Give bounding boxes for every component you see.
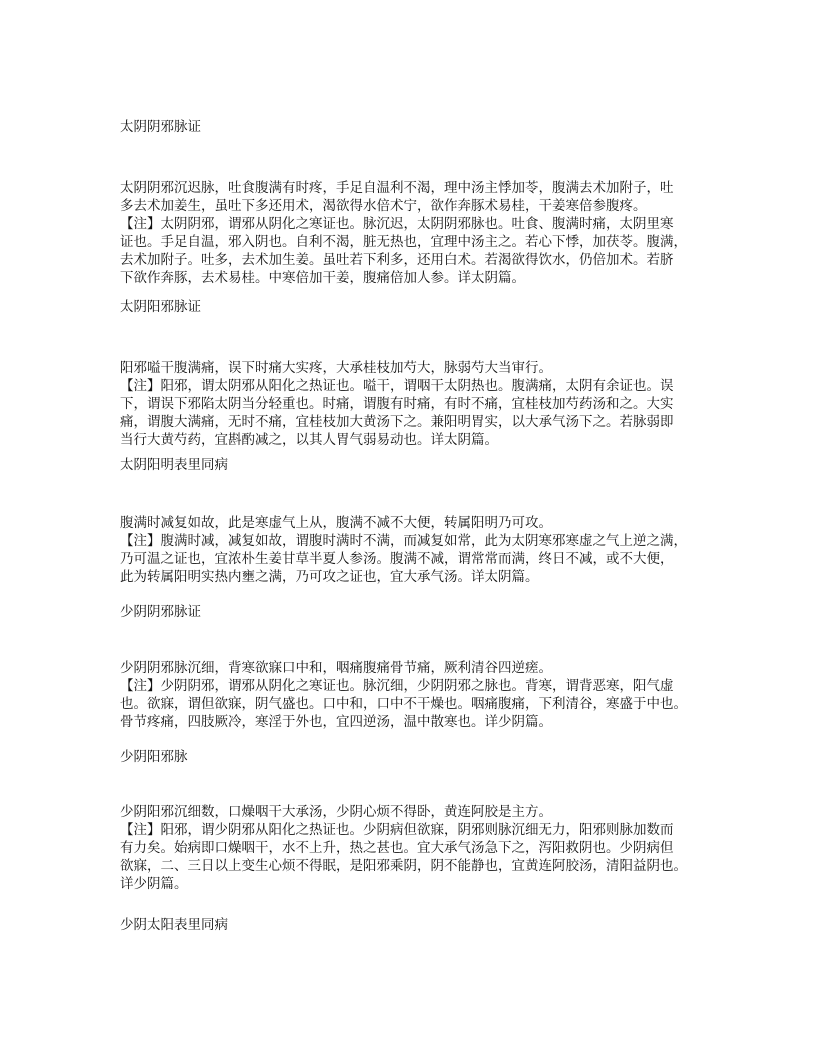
text-line: 少阴阳邪沉细数，口燥咽干大承汤，少阴心烦不得卧，黄连阿胶是主方。 (120, 804, 552, 820)
text-line: 当行大黄芍药，宜斟酌减之，以其人胃气弱易动也。详太阴篇。 (120, 432, 498, 448)
text-line: 【注】阳邪，谓少阴邪从阳化之热证也。少阴病但欲寐，阴邪则脉沉细无力，阳邪则脉加数而 (120, 822, 674, 838)
text-line: 【注】太阴阴邪，谓邪从阴化之寒证也。脉沉迟，太阴阴邪脉也。吐食、腹满时痛，太阴里寒 (120, 216, 674, 232)
text-line: 证也。手足自温，邪入阴也。自利不渴，脏无热也，宜理中汤主之。若心下悸，加茯苓。腹满， (120, 234, 687, 250)
section-body (120, 514, 710, 586)
text-line: 下，谓误下邪陷太阴当分轻重也。时痛，谓腹有时痛，有时不痛，宜桂枝加芍药汤和之。大实 (120, 396, 674, 412)
section-body (120, 803, 710, 893)
section-title: 少阴太阳表里同病 (120, 917, 228, 933)
section-title: 太阴阴邪脉证 (120, 119, 201, 135)
text-line: 【注】腹满时减，减复如故，谓腹时满时不满，而减复如常，此为太阴寒邪寒虚之气上逆之满， (120, 533, 687, 549)
text-line: 也。欲寐，谓但欲寐，阴气盛也。口中和，口中不干燥也。咽痛腹痛，下利清谷，寒盛于中也。 (120, 696, 687, 712)
text-line: 有力矣。始病即口燥咽干，水不上升，热之甚也。宜大承气汤急下之，泻阳救阴也。少阴病但 (120, 840, 674, 856)
text-line: 欲寐，二、三日以上变生心烦不得眠，是阳邪乘阴，阴不能静也，宜黄连阿胶汤，清阳益阴也。 (120, 858, 687, 874)
section-body (120, 359, 710, 449)
text-line: 少阴阴邪脉沉细，背寒欲寐口中和，咽痛腹痛骨节痛，厥利清谷四逆瘥。 (120, 660, 552, 676)
section-title: 少阴阴邪脉证 (120, 604, 201, 620)
text-line: 【注】少阴阴邪，谓邪从阴化之寒证也。脉沉细，少阴阴邪之脉也。背寒，谓背恶寒，阳气虚 (120, 678, 674, 694)
text-line: 多去术加姜生，虽吐下多还用术，渴欲得水倍术宁，欲作奔豚术易桂，干姜寒倍参腹疼。 (120, 198, 647, 214)
section-body (120, 179, 710, 287)
text-line: 【注】阳邪，谓太阴邪从阳化之热证也。嗌干，谓咽干太阴热也。腹满痛，太阴有余证也。误 (120, 378, 674, 394)
text-line: 腹满时减复如故，此是寒虚气上从，腹满不减不大便，转属阳明乃可攻。 (120, 515, 552, 531)
text-line: 太阴阴邪沉迟脉，吐食腹满有时疼，手足自温利不渴，理中汤主悸加苓，腹满去术加附子，吐 (120, 180, 674, 196)
text-line: 下欲作奔豚，去术易桂。中寒倍加干姜，腹痛倍加人参。详太阴篇。 (120, 270, 525, 286)
text-line: 此为转属阳明实热内壅之满，乃可攻之证也，宜大承气汤。详太阴篇。 (120, 569, 539, 585)
section-title: 太阴阳邪脉证 (120, 299, 201, 315)
text-line: 阳邪嗌干腹满痛，误下时痛大实疼，大承桂枝加芍大，脉弱芍大当审行。 (120, 360, 552, 376)
text-line: 痛，谓腹大满痛，无时不痛，宜桂枝加大黄汤下之。兼阳明胃实，以大承气汤下之。若脉弱即 (120, 414, 674, 430)
text-line: 去术加附子。吐多，去术加生姜。虽吐若下利多，还用白术。若渴欲得饮水，仍倍加术。若脐 (120, 252, 674, 268)
section-title: 太阴阳明表里同病 (120, 457, 228, 473)
text-line: 骨节疼痛，四肢厥冷，寒淫于外也，宜四逆汤，温中散寒也。详少阴篇。 (120, 714, 552, 730)
section-title: 少阴阳邪脉 (120, 749, 188, 765)
section-body (120, 659, 710, 731)
text-line: 详少阴篇。 (120, 876, 188, 892)
text-line: 乃可温之证也，宜浓朴生姜甘草半夏人参汤。腹满不减，谓常常而满，终日不减，或不大便， (120, 551, 674, 567)
